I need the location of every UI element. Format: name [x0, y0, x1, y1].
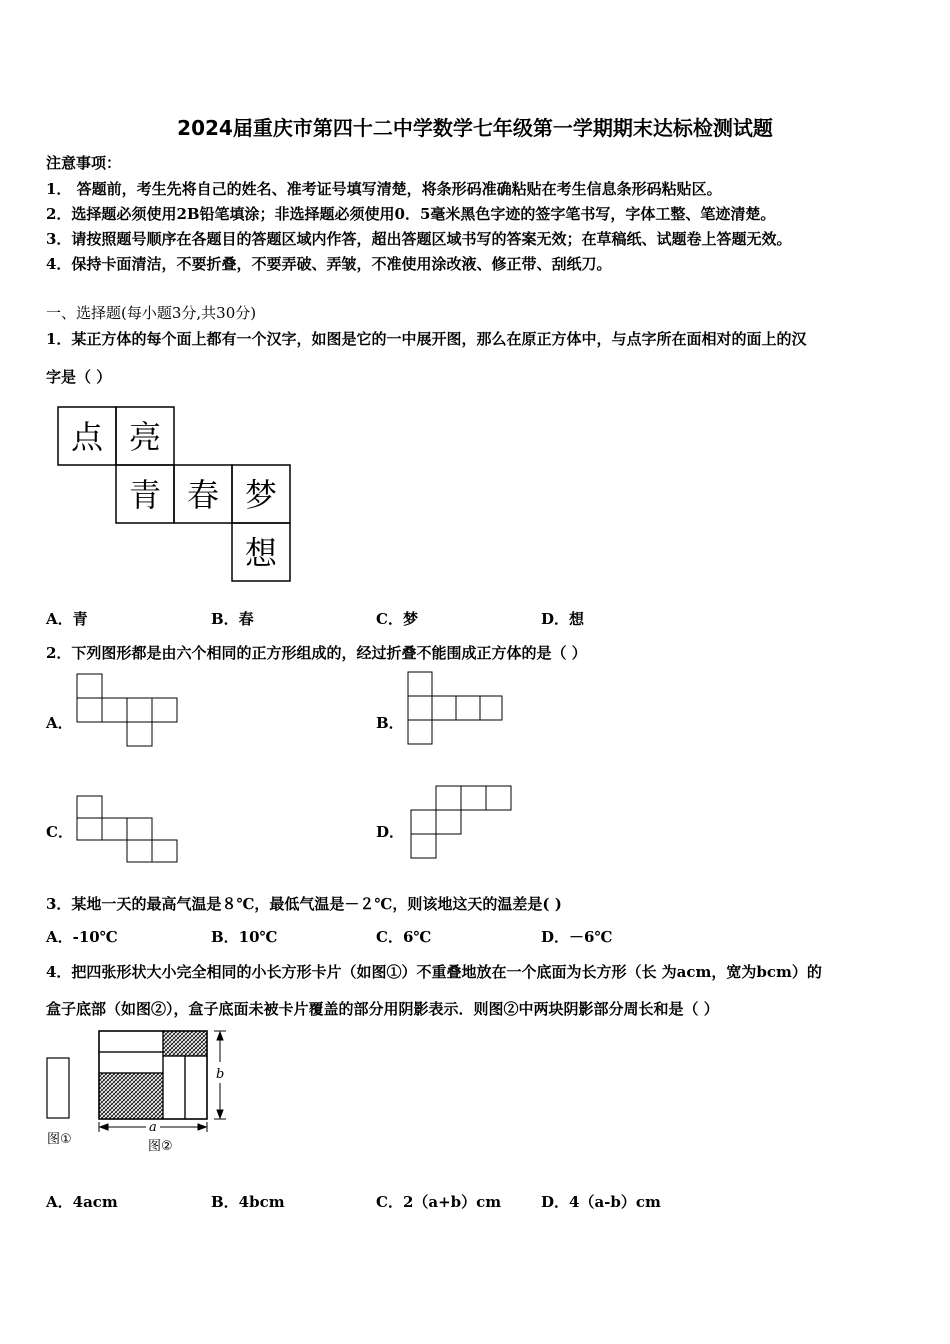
- page-title: 2024届重庆市第四十二中学数学七年级第一学期期末达标检测试题: [177, 116, 773, 140]
- q3-option-c: C．6℃: [376, 928, 432, 946]
- q3-text: 3．某地一天的最高气温是８℃，最低气温是－２℃，则该地这天的温差是( ): [46, 895, 562, 913]
- notice-heading: 注意事项：: [46, 154, 122, 172]
- q3-option-b: B．10℃: [211, 928, 278, 946]
- q4-text-line2: 盒子底部（如图②），盒子底面未被卡片覆盖的部分用阴影表示．则图②中两块阴影部分周长和是（ ）: [46, 1000, 719, 1018]
- dim-a-label: a: [149, 1120, 157, 1135]
- dim-b-label: b: [216, 1067, 225, 1082]
- fig2-shade-bottom-left: [99, 1073, 163, 1119]
- q2-label-d: D．: [376, 823, 405, 841]
- q2-text: 2．下列图形都是由六个相同的正方形组成的，经过折叠不能围成正方体的是（ ）: [46, 644, 587, 662]
- net-char-5: 梦: [244, 476, 278, 514]
- net-char-1: 点: [70, 418, 104, 456]
- q4-option-b: B．4bcm: [211, 1193, 285, 1211]
- q2-label-c: C．: [46, 823, 73, 841]
- notice-item-4: 4．保持卡面清洁，不要折叠，不要弄破、弄皱，不准使用涂改液、修正带、刮纸刀。: [46, 255, 612, 273]
- fig2-shade-top-right: [163, 1031, 207, 1056]
- q4-option-d: D．4（a-b）cm: [541, 1193, 661, 1211]
- net-char-2: 亮: [128, 418, 162, 456]
- notice-item-3: 3．请按照题号顺序在各题目的答题区域内作答，超出答题区域书写的答案无效；在草稿纸、试题卷上答题无效。: [46, 230, 792, 248]
- q2-label-b: B．: [376, 714, 404, 732]
- q1-option-c: C．梦: [376, 610, 418, 628]
- notice-item-2: 2．选择题必须使用2B铅笔填涂；非选择题必须使用0．5毫米黑色字迹的签字笔书写，字体工整、笔迹清楚。: [46, 205, 776, 223]
- net-char-6: 想: [244, 534, 278, 572]
- fig1-label: 图①: [47, 1132, 72, 1147]
- q4-option-c: C．2（a+b）cm: [376, 1193, 502, 1211]
- q1-text-line2: 字是（ ）: [46, 368, 112, 386]
- fig2-label: 图②: [148, 1139, 173, 1154]
- net-char-4: 春: [186, 476, 220, 514]
- fig1-card: [47, 1058, 69, 1118]
- q4-option-a: A．4acm: [46, 1193, 118, 1211]
- q2-label-a: A．: [46, 714, 73, 732]
- q1-option-b: B．春: [211, 610, 254, 628]
- q3-option-a: A．-10℃: [46, 928, 118, 946]
- notice-item-1: 1． 答题前，考生先将自己的姓名、准考证号填写清楚，将条形码准确粘贴在考生信息条形码粘贴区。: [46, 180, 722, 198]
- fig2-box: [99, 1031, 207, 1119]
- q1-option-d: D．想: [541, 610, 585, 628]
- q3-option-d: D．－6℃: [541, 928, 613, 946]
- section-heading: 一、选择题(每小题3分,共30分): [46, 304, 257, 322]
- q1-option-a: A．青: [46, 610, 88, 628]
- q4-text-line1: 4．把四张形状大小完全相同的小长方形卡片（如图①）不重叠地放在一个底面为长方形（长 为acm，宽为bcm）的: [46, 963, 822, 981]
- net-char-3: 青: [128, 476, 162, 514]
- q1-text-line1: 1．某正方体的每个面上都有一个汉字，如图是它的一中展开图，那么在原正方体中，与点字所在面相对的面上的汉: [46, 330, 807, 348]
